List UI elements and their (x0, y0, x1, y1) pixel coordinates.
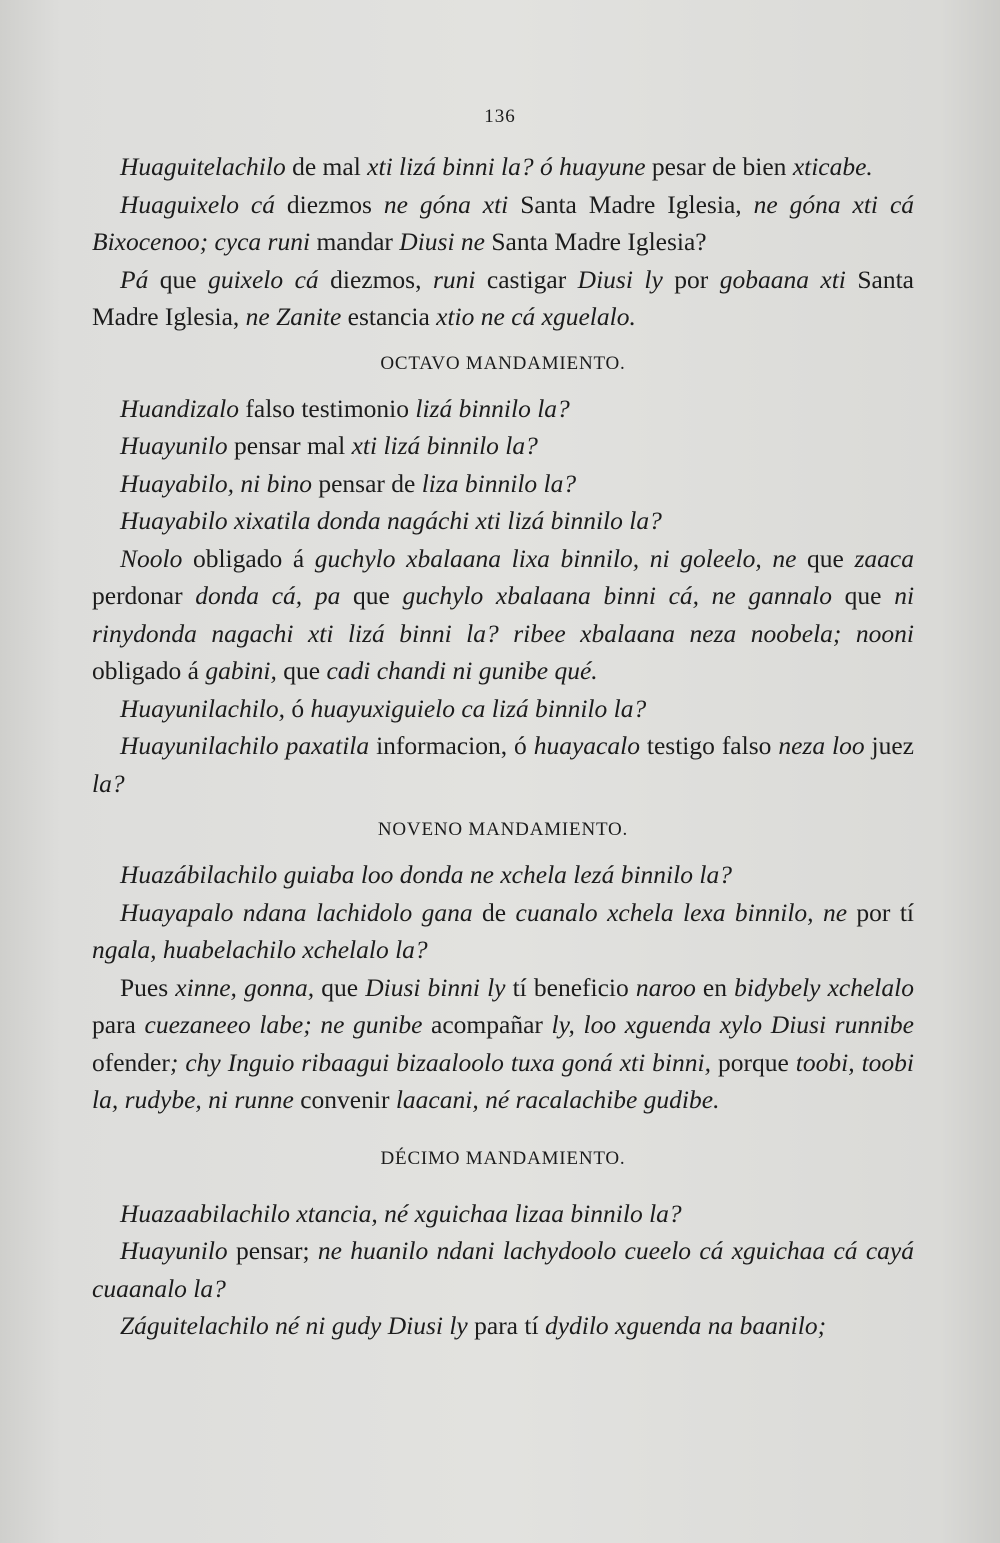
paragraph-d2 (92, 1232, 914, 1307)
roman-text: mandar (310, 227, 400, 256)
paragraph-p1 (92, 148, 914, 186)
italic-text: ne góna xti cá Bixocenoo; cyca runi (92, 189, 915, 256)
italic-text: gabini, (205, 656, 277, 685)
italic-text: guchylo xbalaana binni cá, ne gannalo (402, 581, 833, 610)
roman-text: porque (710, 1047, 796, 1077)
roman-text: castigar (475, 264, 578, 294)
italic-text: Huaguixelo cá (120, 189, 275, 219)
heading-decimo-mandamiento: DÉCIMO MANDAMIENTO. (380, 1147, 626, 1169)
roman-text: tí beneficio (505, 972, 636, 1002)
italic-text: Diusi ne (399, 227, 485, 256)
italic-text: xti lizá binni la? (367, 152, 534, 181)
roman-text: convenir (293, 1085, 396, 1114)
italic-text: ngala, huabelachilo xchelalo la? (92, 935, 428, 964)
italic-text: toobi, toobi la, rudybe, ni runne (92, 1047, 914, 1114)
italic-text: cuanalo xchela lexa binnilo, ne (515, 897, 848, 927)
italic-text: naroo (635, 972, 696, 1002)
roman-text: de (472, 897, 516, 927)
roman-text: pensar de (311, 468, 422, 498)
italic-text: Noolo (120, 543, 183, 573)
paragraph-o3 (92, 465, 914, 503)
italic-text: runi (432, 264, 476, 294)
italic-text: Huayunilachilo, (120, 693, 286, 723)
italic-text: Huazaabilachilo xtancia, né xguichaa lizaa binnilo la? (120, 1198, 682, 1228)
italic-text: ni rinydonda nagachi xti lizá binni la? ribee xbalaana neza noobela; nooni (92, 581, 915, 648)
roman-text: Pues (120, 972, 176, 1002)
paragraph-o1 (92, 390, 914, 428)
octavo-paragraphs (92, 390, 914, 803)
roman-text: acompañar (422, 1010, 552, 1039)
italic-text: Diusi binni ly (365, 972, 506, 1002)
roman-text: para tí (467, 1311, 545, 1340)
italic-text: la? (92, 768, 125, 798)
italic-text: zaaca (854, 543, 914, 573)
roman-text: testigo falso (639, 731, 779, 760)
italic-text: xticabe. (792, 152, 873, 181)
roman-text: diezmos, (318, 264, 433, 294)
roman-text: estancia (341, 302, 437, 331)
italic-text: Huayapalo ndana lachidolo gana (120, 897, 473, 927)
paragraph-p2 (92, 186, 914, 261)
roman-text: Santa Madre Iglesia, (92, 264, 914, 331)
italic-text: ne Zanite (245, 302, 342, 331)
italic-text: bidybely xchelalo (734, 972, 914, 1002)
roman-text: ofender (92, 1047, 170, 1077)
italic-text: Huayabilo xixatila donda nagáchi xti lizá binnilo la? (120, 506, 662, 535)
italic-text: Huayabilo, ni bino (120, 468, 312, 498)
italic-text: xti lizá binnilo la? (351, 431, 538, 460)
paragraph-d3 (92, 1307, 914, 1345)
italic-text: ó huayune (540, 152, 646, 181)
roman-text: falso testimonio (239, 393, 416, 423)
roman-text: que (832, 581, 895, 610)
noveno-paragraphs (92, 856, 914, 1119)
roman-text: informacion, ó (369, 731, 534, 760)
italic-text: Huandizalo (120, 393, 240, 423)
roman-text: que (148, 264, 209, 294)
italic-text: laacani, né racalachibe gudibe. (395, 1085, 720, 1114)
intro-paragraphs (92, 148, 914, 336)
roman-text: Santa Madre Iglesia, (508, 189, 754, 219)
italic-text: dydilo xguenda na baanilo; (544, 1311, 827, 1340)
italic-text: cadi chandi ni gunibe qué. (326, 656, 598, 685)
roman-text: de mal (285, 152, 368, 181)
roman-text: que (314, 972, 366, 1002)
italic-text: Huaguitelachilo (120, 152, 286, 181)
italic-text: Pá (120, 264, 149, 294)
italic-text: Záguitelachilo né ni gudy Diusi ly (120, 1311, 468, 1340)
italic-text: guchylo xbalaana lixa binnilo, ni goleelo, ne (314, 543, 797, 573)
italic-text: Huayunilachilo paxatila (120, 731, 370, 760)
roman-text: perdonar (92, 581, 196, 610)
paragraph-o2 (92, 427, 914, 465)
italic-text: lizá binnilo la? (415, 393, 570, 423)
italic-text: ; chy Inguio ribaagui bizaaloolo tuxa goná xti binni, (169, 1047, 711, 1077)
italic-text: ne huanilo ndani lachydoolo cueelo cá xguichaa cá cayá cuaanalo la? (92, 1236, 914, 1303)
roman-text: Santa Madre Iglesia? (485, 227, 707, 256)
paragraph-o6 (92, 690, 914, 728)
italic-text: gobaana xti (719, 264, 846, 294)
roman-text: para (92, 1010, 145, 1039)
paragraph-d1 (92, 1195, 914, 1233)
italic-text: huayuxiguielo ca lizá binnilo la? (310, 693, 647, 723)
roman-text: pesar de bien (645, 152, 793, 181)
heading-noveno-mandamiento: NOVENO MANDAMIENTO. (377, 819, 629, 840)
italic-text: liza binnilo la? (421, 468, 577, 498)
roman-text: diezmos (274, 189, 384, 219)
paragraph-n1 (92, 856, 914, 894)
italic-text: cuezaneeo labe; ne gunibe (144, 1010, 423, 1039)
paragraph-o7 (92, 727, 914, 802)
roman-text: juez (864, 731, 914, 760)
roman-text: pensar; (227, 1236, 318, 1265)
italic-text: Huazábilachilo guiaba loo donda ne xchela lezá binnilo la? (120, 860, 732, 889)
roman-text: obligado á (92, 656, 206, 685)
italic-text: donda cá, pa (195, 581, 341, 610)
italic-text: Huayunilo (120, 431, 228, 460)
paragraph-n3 (92, 969, 914, 1119)
paragraph-o5 (92, 540, 914, 690)
italic-text: ly, loo xguenda xylo Diusi runnibe (551, 1010, 914, 1039)
italic-text: xtio ne cá xguelalo. (436, 302, 636, 331)
roman-text: que (340, 581, 403, 610)
decimo-paragraphs (92, 1195, 914, 1345)
italic-text: huayacalo (533, 731, 640, 760)
italic-text: guixelo cá (208, 264, 319, 294)
paragraph-p3 (92, 261, 914, 336)
page-text (92, 148, 914, 1345)
roman-text: por tí (847, 897, 914, 927)
heading-octavo-mandamiento: OCTAVO MANDAMIENTO. (380, 352, 626, 374)
page-number: 136 (484, 106, 516, 127)
italic-text: Diusi ly (577, 264, 663, 294)
roman-text: ó (285, 693, 311, 723)
roman-text: obligado á (182, 543, 315, 573)
roman-text: pensar mal (227, 431, 352, 460)
paragraph-n2 (92, 894, 914, 969)
italic-text: xinne, gonna, (175, 972, 315, 1002)
paragraph-o4 (92, 502, 914, 540)
roman-text: que (796, 543, 855, 573)
roman-text: que (276, 656, 327, 685)
italic-text: ne góna xti (383, 189, 509, 219)
italic-text: neza loo (778, 731, 865, 760)
roman-text: por (662, 264, 720, 294)
roman-text: en (695, 972, 735, 1002)
italic-text: Huayunilo (120, 1236, 228, 1265)
